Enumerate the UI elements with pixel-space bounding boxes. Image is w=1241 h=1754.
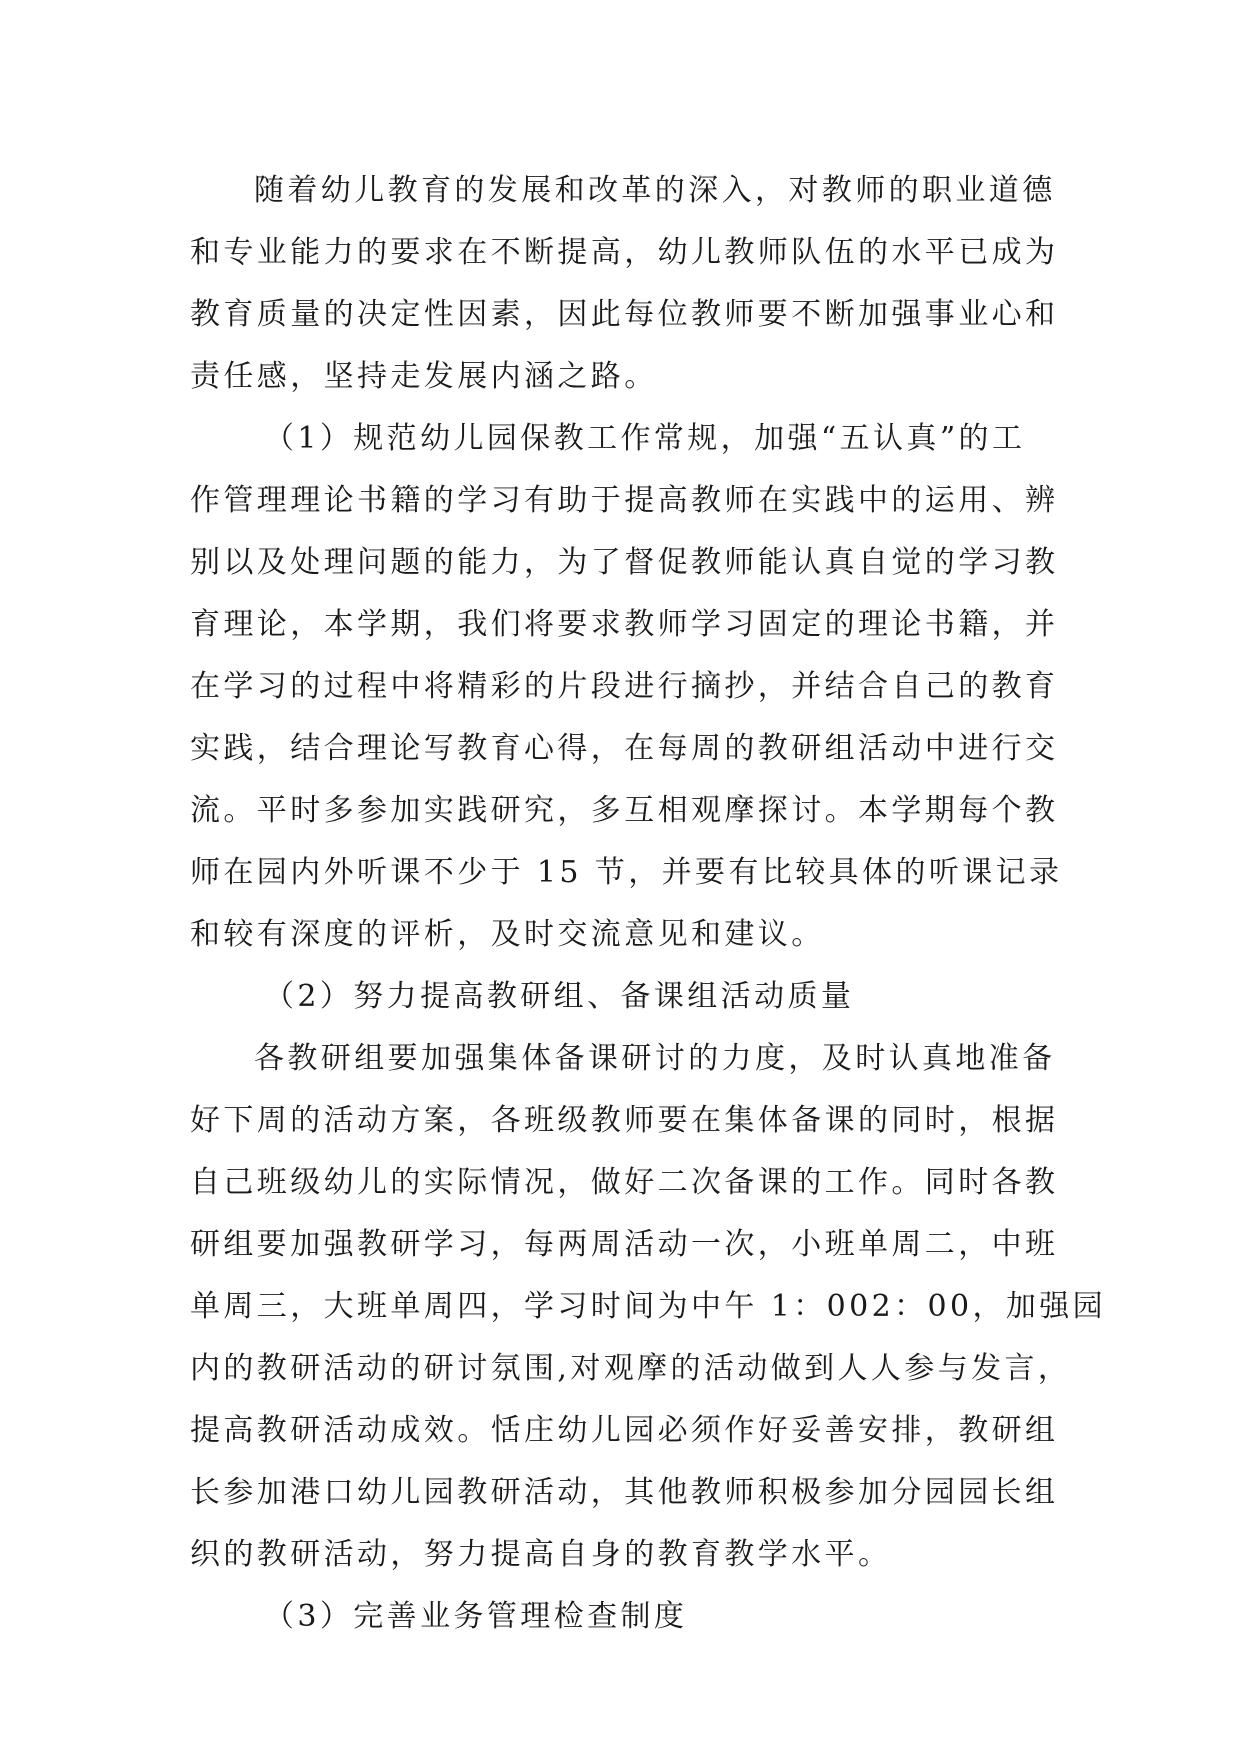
text-line: 师在园内外听课不少于 15 节，并要有比较具体的听课记录 xyxy=(190,855,1063,890)
text-line: 在学习的过程中将精彩的片段进行摘抄，并结合自己的教育 xyxy=(190,669,1059,704)
text-line: 责任感，坚持走发展内涵之路。 xyxy=(190,359,658,394)
text-line: 提高教研活动成效。恬庄幼儿园必须作好妥善安排，教研组 xyxy=(190,1413,1059,1448)
text-line: 研组要加强教研学习，每两周活动一次，小班单周二，中班 xyxy=(190,1227,1059,1262)
document-body xyxy=(190,160,1107,1648)
text-line: 单周三，大班单周四，学习时间为中午 1：002：00，加强园 xyxy=(190,1289,1107,1324)
text-line: 长参加港口幼儿园教研活动，其他教师积极参加分园园长组 xyxy=(190,1475,1059,1510)
text-line: 育理论，本学期，我们将要求教师学习固定的理论书籍，并 xyxy=(190,607,1059,642)
text-line: 教育质量的决定性因素，因此每位教师要不断加强事业心和 xyxy=(190,297,1059,332)
text-line: 和较有深度的评析，及时交流意见和建议。 xyxy=(190,917,825,952)
section-heading-3: （3）完善业务管理检查制度 xyxy=(264,1599,688,1634)
text-line: 好下周的活动方案，各班级教师要在集体备课的同时，根据 xyxy=(190,1103,1059,1138)
text-line: 作管理理论书籍的学习有助于提高教师在实践中的运用、辨 xyxy=(190,483,1059,518)
text-line: 和专业能力的要求在不断提高，幼儿教师队伍的水平已成为 xyxy=(190,235,1059,270)
text-line: 各教研组要加强集体备课研讨的力度，及时认真地准备 xyxy=(254,1041,1056,1076)
section-heading-2: （2）努力提高教研组、备课组活动质量 xyxy=(264,979,855,1014)
paragraph-item-2-body xyxy=(190,1028,1107,1586)
paragraph-item-1 xyxy=(190,408,1063,966)
text-line: 自己班级幼儿的实际情况，做好二次备课的工作。同时各教 xyxy=(190,1165,1059,1200)
text-line: 织的教研活动，努力提高自身的教育教学水平。 xyxy=(190,1537,892,1572)
text-line: 内的教研活动的研讨氛围,对观摩的活动做到人人参与发言， xyxy=(190,1351,1072,1386)
paragraph-intro xyxy=(190,160,1059,408)
text-line: 随着幼儿教育的发展和改革的深入，对教师的职业道德 xyxy=(254,173,1056,208)
text-line: 别以及处理问题的能力，为了督促教师能认真自觉的学习教 xyxy=(190,545,1059,580)
text-line: （1）规范幼儿园保教工作常规，加强“五认真”的工 xyxy=(264,421,1026,456)
text-line: 实践，结合理论写教育心得，在每周的教研组活动中进行交 xyxy=(190,731,1059,766)
text-line: 流。平时多参加实践研究，多互相观摩探讨。本学期每个教 xyxy=(190,793,1059,828)
